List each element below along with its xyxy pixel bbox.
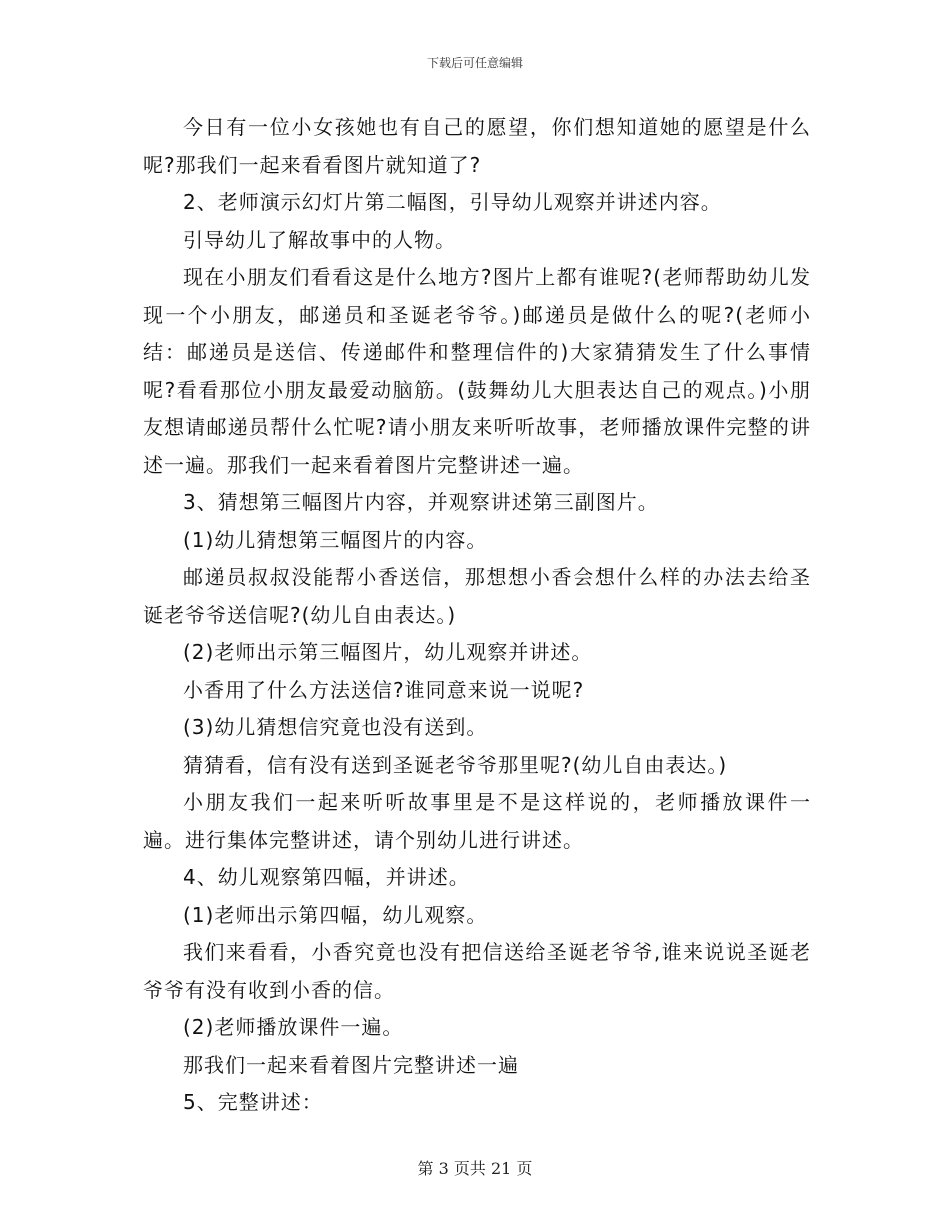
paragraph-15: 我们来看看，小香究竟也没有把信送给圣诞老爷爷,谁来说说圣诞老爷爷有没有收到小香的信。 <box>143 940 811 1002</box>
paragraph-1: 今日有一位小女孩她也有自己的愿望，你们想知道她的愿望是什么呢?那我们一起来看看图片就知道了? <box>143 115 811 177</box>
paragraph-11: 猜猜看，信有没有送到圣诞老爷爷那里呢?(幼儿自由表达。) <box>183 752 728 777</box>
paragraph-9: 小香用了什么方法送信?谁同意来说一说呢? <box>183 677 585 702</box>
paragraph-2: 2、老师演示幻灯片第二幅图，引导幼儿观察并讲述内容。 <box>183 190 722 214</box>
paragraph-5: 3、猜想第三幅图片内容，并观察讲述第三副图片。 <box>183 490 659 514</box>
paragraph-10: (3)幼儿猜想信究竟也没有送到。 <box>183 715 488 739</box>
paragraph-7: 邮递员叔叔没能帮小香送信，那想想小香会想什么样的办法去给圣诞老爷爷送信呢?(幼儿自由表达。) <box>143 565 811 627</box>
paragraph-12: 小朋友我们一起来听听故事里是不是这样说的，老师播放课件一遍。进行集体完整讲述，请个别幼儿进行讲述。 <box>143 790 811 852</box>
document-body <box>143 109 811 1122</box>
paragraph-14: (1)老师出示第四幅，幼儿观察。 <box>183 902 488 927</box>
page-number-footer: 第 3 页共 21 页 <box>417 1159 533 1178</box>
paragraph-18: 5、完整讲述： <box>183 1090 323 1114</box>
paragraph-3: 引导幼儿了解故事中的人物。 <box>183 227 456 252</box>
paragraph-17: 那我们一起来看着图片完整讲述一遍 <box>183 1052 519 1077</box>
paragraph-13: 4、幼儿观察第四幅，并讲述。 <box>183 865 470 889</box>
paragraph-16: (2)老师播放课件一遍。 <box>183 1015 404 1039</box>
page-header-note: 下载后可任意编辑 <box>426 56 523 70</box>
paragraph-4: 现在小朋友们看看这是什么地方?图片上都有谁呢?(老师帮助幼儿发现一个小朋友，邮递员和圣诞老爷爷。)邮递员是做什么的呢?(老师小结：邮递员是送信、传递邮件和整理信件的)大家猜猜发生了什么事情呢?看看那位小朋友最爱动脑筋。(鼓舞幼儿大胆表达自己的观点。)小朋友想请邮递员帮什么忙呢?请小朋友来听听故事，老师播放课件完整的讲述一遍。那我们一起来看着图片完整讲述一遍。 <box>143 265 811 477</box>
paragraph-8: (2)老师出示第三幅图片，幼儿观察并讲述。 <box>183 640 593 664</box>
paragraph-6: (1)幼儿猜想第三幅图片的内容。 <box>183 527 488 552</box>
